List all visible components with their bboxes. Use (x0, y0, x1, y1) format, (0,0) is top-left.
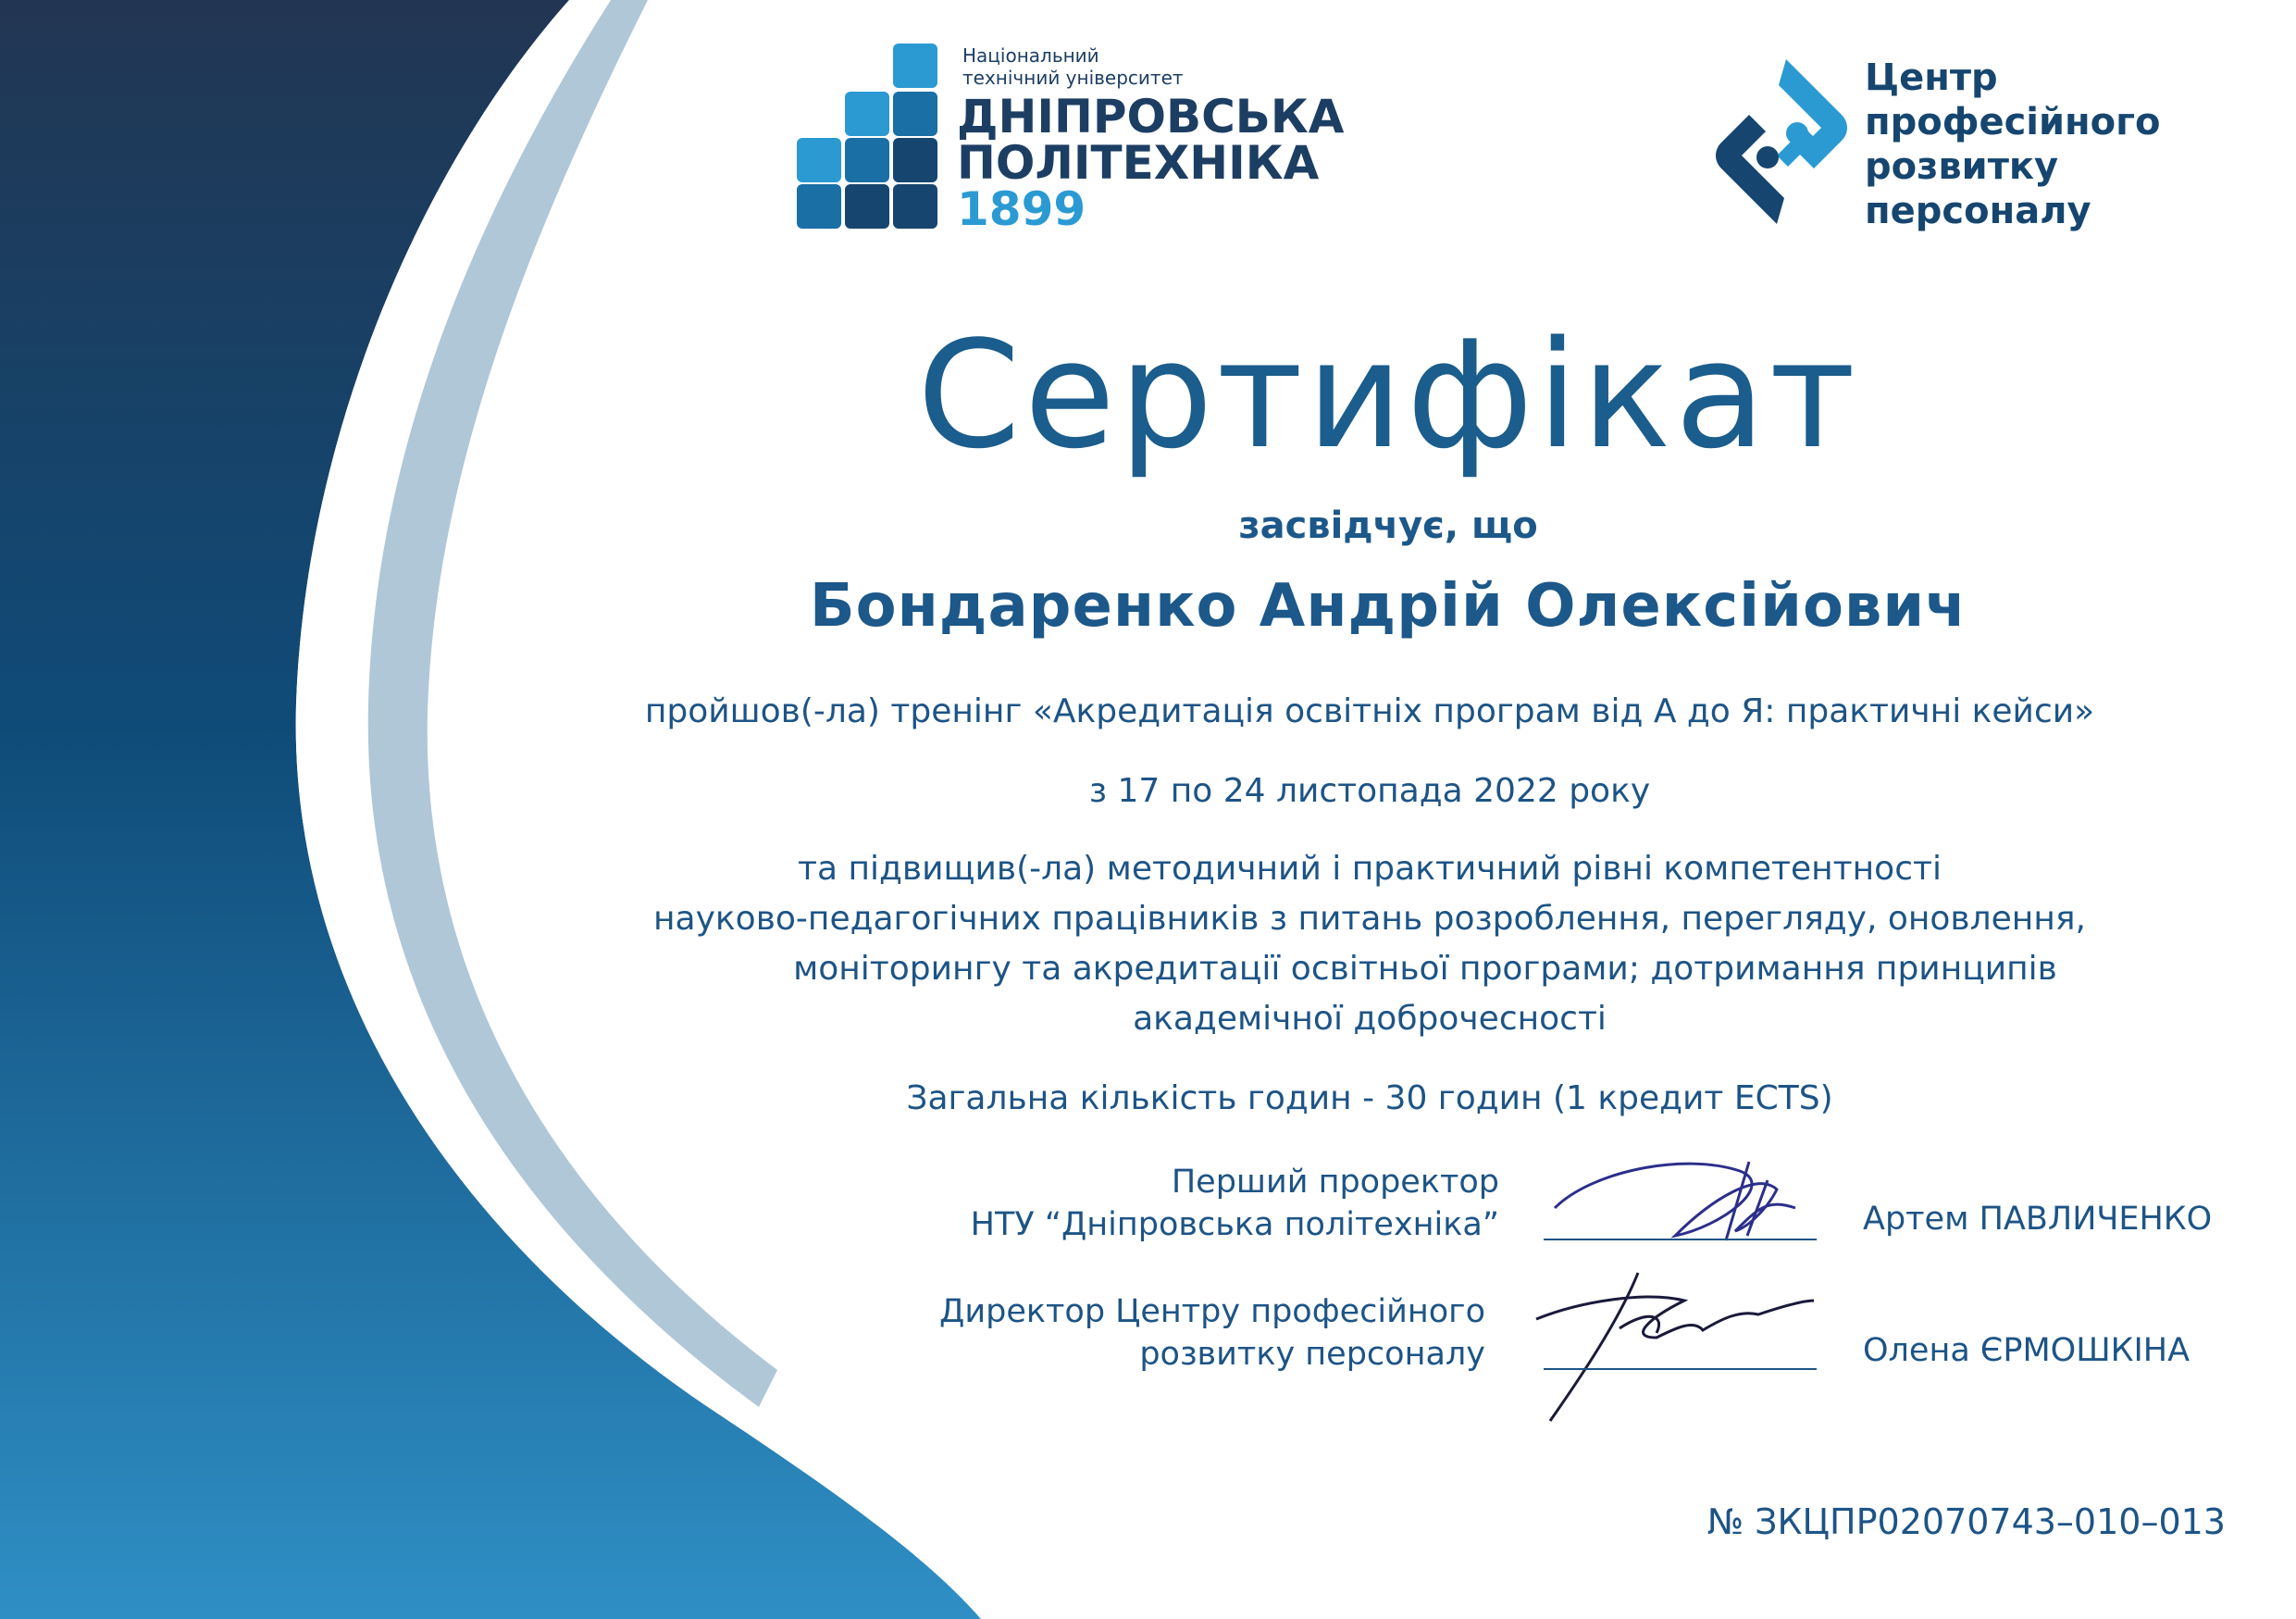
center-logo-line3: розвитку (1865, 145, 2059, 188)
desc-line4: академічної доброчесності (1133, 1000, 1607, 1038)
training-text: пройшов(-ла) тренінг «Акредитація освітніх програм від А до Я: практичні кейси» (644, 692, 2095, 730)
stacked-squares-icon (791, 42, 939, 236)
signature-2 (1527, 1264, 1823, 1430)
sig2-line (1544, 1368, 1817, 1370)
hours-text: Загальна кількість годин - 30 годин (1 кредит ECTS) (906, 1079, 1833, 1117)
uni-year: 1899 (957, 182, 1086, 236)
center-logo-line1: Центр (1865, 56, 1998, 99)
sig1-role-line1: Перший проректор (1171, 1164, 1499, 1201)
desc-line3: моніторингу та акредитації освітньої програми; дотримання принципів (793, 950, 2057, 988)
sig2-role-line2: розвитку персоналу (1139, 1336, 1485, 1373)
certifies-text: засвідчує, що (1238, 504, 1538, 547)
sig2-role-line1: Директор Центру професійного (939, 1293, 1485, 1330)
desc-line2: науково-педагогічних працівників з питань розроблення, перегляду, оновлення, (653, 900, 2086, 938)
uni-line1: Національний (962, 44, 1099, 67)
sig1-line (1544, 1239, 1817, 1240)
sig2-name: Олена ЄРМОШКІНА (1863, 1332, 2191, 1369)
recipient-name: Бондаренко Андрій Олексійович (809, 572, 1967, 641)
chain-link-people-icon (1712, 54, 1851, 230)
uni-name2: ПОЛІТЕХНІКА (957, 136, 1320, 190)
dates-text: з 17 по 24 листопада 2022 року (1088, 772, 1651, 810)
desc-line1: та підвищив(-ла) методичний і практичний рівні компетентності (798, 850, 1942, 888)
sig1-role-line2: НТУ “Дніпровська політехніка” (970, 1206, 1499, 1243)
center-logo-line4: персоналу (1865, 190, 2091, 232)
uni-line2: технічний університет (962, 67, 1184, 89)
certificate-title: Сертифікат (916, 308, 1860, 481)
center-logo-line2: професійного (1865, 101, 2161, 143)
sig1-name: Артем ПАВЛИЧЕНКО (1863, 1201, 2213, 1238)
uni-name1: ДНІПРОВСЬКА (957, 90, 1345, 143)
certificate-number: № ЗКЦПР02070743–010–013 (1706, 1501, 2226, 1542)
signature-1 (1536, 1143, 1832, 1254)
